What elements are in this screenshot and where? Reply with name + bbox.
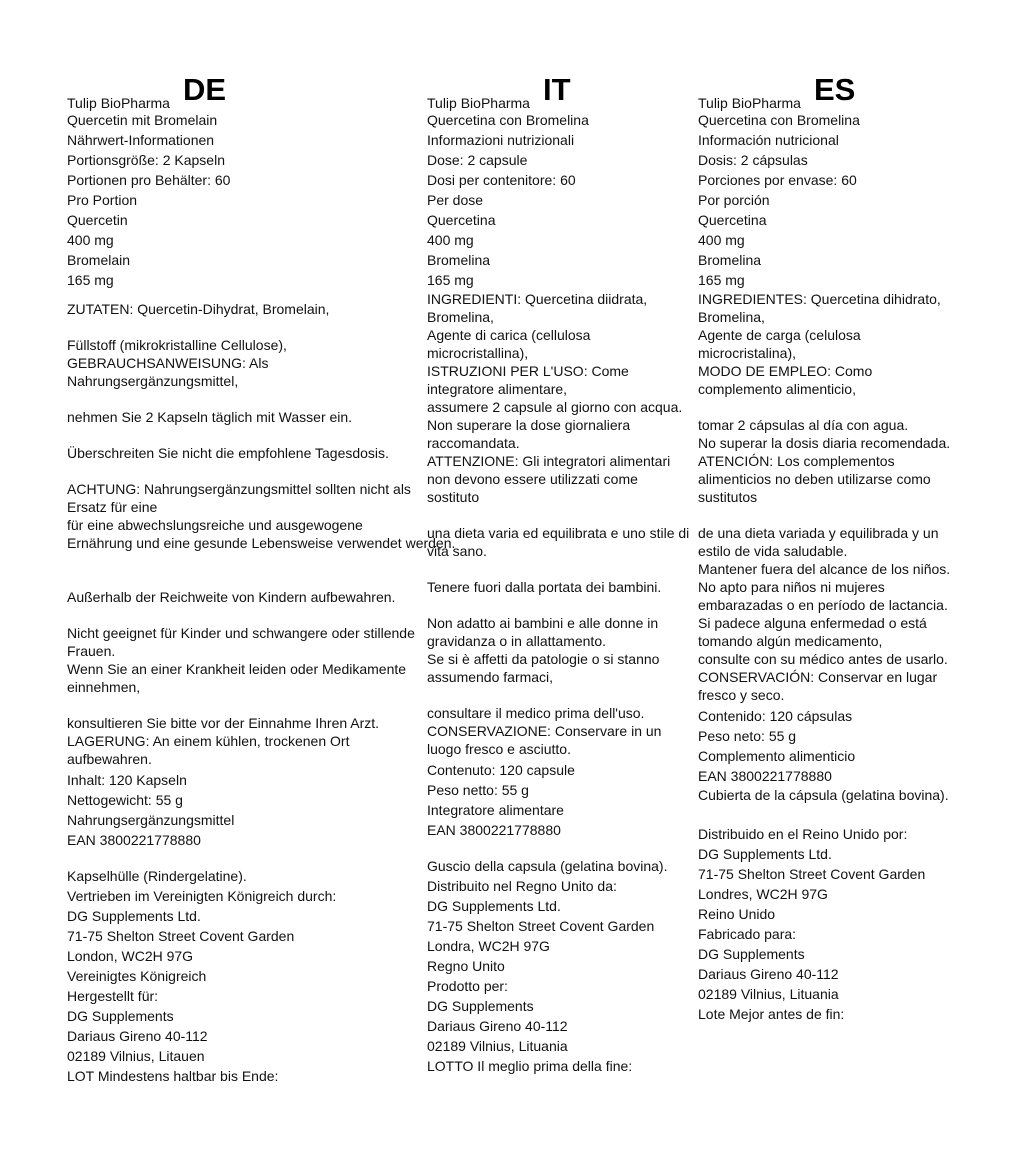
manufacturer-heading: Prodotto per: <box>427 978 508 994</box>
ean-code: EAN 3800221778880 <box>427 822 561 838</box>
servings-per-container: Portionen pro Behälter: 60 <box>67 172 231 188</box>
distributor-heading: Distribuito nel Regno Unito da: <box>427 878 617 894</box>
supplement-type: Integratore alimentare <box>427 802 564 818</box>
warning-text: de una dieta variada y equilibrada y un estilo de vida saludable. <box>698 525 939 559</box>
supplement-type: Complemento alimenticio <box>698 748 856 764</box>
warning-text: ACHTUNG: Nahrungsergänzungsmittel sollten nicht als Ersatz für eine <box>67 481 411 515</box>
column-it <box>427 72 693 1076</box>
brand-name: Tulip BioPharma <box>67 95 170 111</box>
net-weight: Nettogewicht: 55 g <box>67 792 183 808</box>
per-serving-label: Pro Portion <box>67 192 138 208</box>
servings-per-container: Porciones por envase: 60 <box>698 172 857 188</box>
distributor-heading: Distribuido en el Reino Unido por: <box>698 826 908 842</box>
manufacturer-heading: Hergestellt für: <box>67 988 159 1004</box>
suitability-warning: Nicht geeignet für Kinder und schwangere oder stillende Frauen. <box>67 625 415 659</box>
medical-advice: konsultieren Sie bitte vor der Einnahme Ihren Arzt. <box>67 715 380 731</box>
ingredient-name: Quercetina <box>427 212 496 228</box>
distributor-country: Regno Unito <box>427 958 505 974</box>
column-header <box>698 72 960 110</box>
distributor-country: Vereinigtes Königreich <box>67 968 207 984</box>
lot-best-before: Lote Mejor antes de fin: <box>698 1006 845 1022</box>
nutrition-heading: Información nutricional <box>698 132 839 148</box>
manufacturer-name: DG Supplements <box>698 946 805 962</box>
servings-per-container: Dosi per contenitore: 60 <box>427 172 576 188</box>
lot-best-before: LOT Mindestens haltbar bis Ende: <box>67 1068 279 1084</box>
nutrition-heading: Nährwert-Informationen <box>67 132 215 148</box>
manufacturer-street: Dariaus Gireno 40-112 <box>67 1028 208 1044</box>
supplement-type: Nahrungsergänzungsmittel <box>67 812 235 828</box>
usage-text: assumere 2 capsule al giorno con acqua. <box>427 399 683 415</box>
distributor-street: 71-75 Shelton Street Covent Garden <box>67 928 295 944</box>
column-header <box>67 72 423 110</box>
ingredient-name: Bromelina <box>427 252 491 268</box>
children-warning: Außerhalb der Reichweite von Kindern aufbewahren. <box>67 589 396 605</box>
ingredient-name: Bromelain <box>67 252 131 268</box>
storage-text: CONSERVACIÓN: Conservar en lugar fresco y seco. <box>698 669 938 703</box>
distributor-city: Londres, WC2H 97G <box>698 886 828 902</box>
manufacturer-name: DG Supplements <box>67 1008 174 1024</box>
net-weight: Peso neto: 55 g <box>698 728 797 744</box>
ingredients-text: Agente di carica (cellulosa microcristallina), <box>427 327 591 361</box>
ean-code: EAN 3800221778880 <box>698 768 832 784</box>
distributor-street: 71-75 Shelton Street Covent Garden <box>427 918 655 934</box>
manufacturer-city: 02189 Vilnius, Lituania <box>427 1038 568 1054</box>
column-header <box>427 72 693 110</box>
ingredient-name: Bromelina <box>698 252 762 268</box>
manufacturer-city: 02189 Vilnius, Lituania <box>698 986 839 1002</box>
manufacturer-heading: Fabricado para: <box>698 926 797 942</box>
ingredient-amount: 165 mg <box>427 272 474 288</box>
warning-text: für eine abwechslungsreiche und ausgewogene <box>67 517 363 533</box>
distributor-city: Londra, WC2H 97G <box>427 938 550 954</box>
ean-code: EAN 3800221778880 <box>67 832 201 848</box>
serving-size: Dosis: 2 cápsulas <box>698 152 808 168</box>
warning-text: ATTENZIONE: Gli integratori alimentari non devono essere utilizzati come sostituto <box>427 453 671 505</box>
serving-size: Dose: 2 capsule <box>427 152 528 168</box>
ingredients-text: Agente de carga (celulosa microcristalina), <box>698 327 861 361</box>
capsule-shell: Cubierta de la cápsula (gelatina bovina). <box>698 787 949 803</box>
dosage-warning: Überschreiten Sie nicht die empfohlene Tagesdosis. <box>67 445 389 461</box>
language-code: IT <box>543 72 571 107</box>
suitability-warning: No apto para niños ni mujeres embarazadas o en período de lactancia. <box>698 579 948 613</box>
ingredients-text: INGREDIENTES: Quercetina dihidrato, Bromelina, <box>698 291 941 325</box>
warning-text: ATENCIÓN: Los complementos alimenticios no deben utilizarse como sustitutos <box>698 453 931 505</box>
medical-advice: Se si è affetti da patologie o si stanno assumendo farmaci, <box>427 651 660 685</box>
ingredients-text: ZUTATEN: Quercetin-Dihydrat, Bromelain, <box>67 301 330 317</box>
content-info: Inhalt: 120 Kapseln <box>67 772 187 788</box>
content-info: Contenido: 120 cápsulas <box>698 708 853 724</box>
net-weight: Peso netto: 55 g <box>427 782 529 798</box>
product-name: Quercetin mit Bromelain <box>67 112 218 128</box>
per-serving-label: Per dose <box>427 192 484 208</box>
serving-size: Portionsgröße: 2 Kapseln <box>67 152 225 168</box>
ingredients-text: Füllstoff (mikrokristalline Cellulose), <box>67 337 287 353</box>
medical-advice: consulte con su médico antes de usarlo. <box>698 651 948 667</box>
distributor-street: 71-75 Shelton Street Covent Garden <box>698 866 926 882</box>
medical-advice: consultare il medico prima dell'uso. <box>427 705 645 721</box>
children-warning: Tenere fuori dalla portata dei bambini. <box>427 579 662 595</box>
ingredient-amount: 165 mg <box>698 272 745 288</box>
nutrition-heading: Informazioni nutrizionali <box>427 132 575 148</box>
usage-text: nehmen Sie 2 Kapseln täglich mit Wasser ein. <box>67 409 353 425</box>
manufacturer-name: DG Supplements <box>427 998 534 1014</box>
suitability-warning: Non adatto ai bambini e alle donne in gravidanza o in allattamento. <box>427 615 659 649</box>
per-serving-label: Por porción <box>698 192 770 208</box>
medical-advice: Si padece alguna enfermedad o está tomando algún medicamento, <box>698 615 927 649</box>
capsule-shell: Guscio della capsula (gelatina bovina). <box>427 858 668 874</box>
usage-text: GEBRAUCHSANWEISUNG: Als Nahrungsergänzungsmittel, <box>67 355 269 389</box>
distributor-name: DG Supplements Ltd. <box>67 908 201 924</box>
dosage-warning: No superar la dosis diaria recomendada. <box>698 435 951 451</box>
medical-advice: Wenn Sie an einer Krankheit leiden oder Medikamente einnehmen, <box>67 661 407 695</box>
ingredient-amount: 400 mg <box>698 232 745 248</box>
lot-best-before: LOTTO Il meglio prima della fine: <box>427 1058 633 1074</box>
warning-text: Ernährung und eine gesunde Lebensweise verwendet werden. <box>67 535 456 551</box>
distributor-heading: Vertrieben im Vereinigten Königreich durch: <box>67 888 337 904</box>
column-es <box>698 72 960 1024</box>
distributor-name: DG Supplements Ltd. <box>427 898 561 914</box>
language-code: DE <box>183 72 227 107</box>
ingredients-text: INGREDIENTI: Quercetina diidrata, Bromelina, <box>427 291 648 325</box>
distributor-country: Reino Unido <box>698 906 776 922</box>
product-name: Quercetina con Bromelina <box>698 112 860 128</box>
brand-name: Tulip BioPharma <box>427 95 530 111</box>
usage-text: tomar 2 cápsulas al día con agua. <box>698 417 909 433</box>
capsule-shell: Kapselhülle (Rindergelatine). <box>67 868 247 884</box>
ingredient-name: Quercetina <box>698 212 767 228</box>
usage-text: MODO DE EMPLEO: Como complemento alimenticio, <box>698 363 873 397</box>
product-name: Quercetina con Bromelina <box>427 112 589 128</box>
children-warning: Mantener fuera del alcance de los niños. <box>698 561 951 577</box>
usage-text: ISTRUZIONI PER L'USO: Come integratore alimentare, <box>427 363 629 397</box>
manufacturer-city: 02189 Vilnius, Litauen <box>67 1048 205 1064</box>
ingredient-name: Quercetin <box>67 212 128 228</box>
storage-text: CONSERVAZIONE: Conservare in un luogo fresco e asciutto. <box>427 723 662 757</box>
manufacturer-street: Dariaus Gireno 40-112 <box>427 1018 568 1034</box>
distributor-name: DG Supplements Ltd. <box>698 846 832 862</box>
warning-text: una dieta varia ed equilibrata e uno stile di vita sano. <box>427 525 690 559</box>
manufacturer-street: Dariaus Gireno 40-112 <box>698 966 839 982</box>
content-info: Contenuto: 120 capsule <box>427 762 575 778</box>
ingredient-amount: 400 mg <box>427 232 474 248</box>
ingredient-amount: 400 mg <box>67 232 114 248</box>
storage-text: LAGERUNG: An einem kühlen, trockenen Ort aufbewahren. <box>67 733 350 767</box>
language-code: ES <box>814 72 856 107</box>
ingredient-amount: 165 mg <box>67 272 114 288</box>
distributor-city: London, WC2H 97G <box>67 948 194 964</box>
dosage-warning: Non superare la dose giornaliera raccomandata. <box>427 417 631 451</box>
brand-name: Tulip BioPharma <box>698 95 801 111</box>
